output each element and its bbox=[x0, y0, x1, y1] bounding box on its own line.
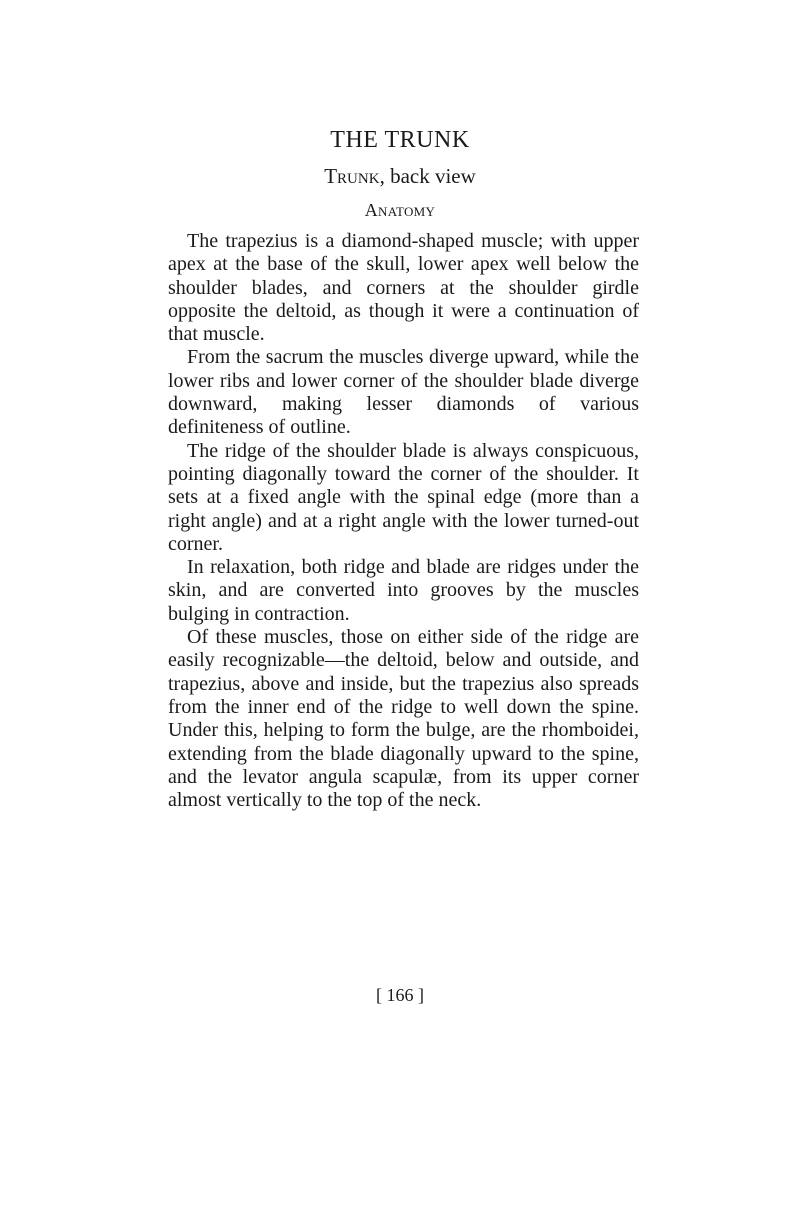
section-title bbox=[0, 164, 800, 189]
section-title-rest: , back view bbox=[379, 164, 476, 188]
section-title-smallcaps: Trunk bbox=[324, 164, 380, 188]
paragraph-relaxation: In relaxation, both ridge and blade are ridges under the skin, and are converted into grooves by the muscles bulging in contraction. bbox=[168, 556, 639, 625]
body-text bbox=[168, 230, 639, 812]
paragraph-sacrum: From the sacrum the muscles diverge upward, while the lower ribs and lower corner of the shoulder blade diverge downward, making lesser diamonds of various definiteness of outline. bbox=[168, 346, 639, 439]
paragraph-trapezius: The trapezius is a diamond-shaped muscle; with upper apex at the base of the skull, lower apex well below the shoulder blades, and corners at the shoulder girdle opposite the deltoid, as though it were a continuation of that muscle. bbox=[168, 230, 639, 346]
paragraph-muscles: Of these muscles, those on either side of the ridge are easily recognizable—the deltoid, below and outside, and trapezius, above and inside, but the trapezius also spreads from the inner end of the ridge to well down the spine. Under this, helping to form the bulge, are the rhomboidei, extending from the blade diagonally upward to the spine, and the levator angula scapulæ, from its upper corner almost vertically to the top of the neck. bbox=[168, 626, 639, 812]
page-number: [ 166 ] bbox=[376, 985, 424, 1005]
chapter-title: THE TRUNK bbox=[330, 127, 470, 153]
paragraph-ridge: The ridge of the shoulder blade is always conspicuous, pointing diagonally toward the corner of the shoulder. It sets at a fixed angle with the spinal edge (more than a right angle) and at a right angle with the lower turned-out corner. bbox=[168, 439, 639, 555]
subsection-title: Anatomy bbox=[364, 200, 436, 220]
